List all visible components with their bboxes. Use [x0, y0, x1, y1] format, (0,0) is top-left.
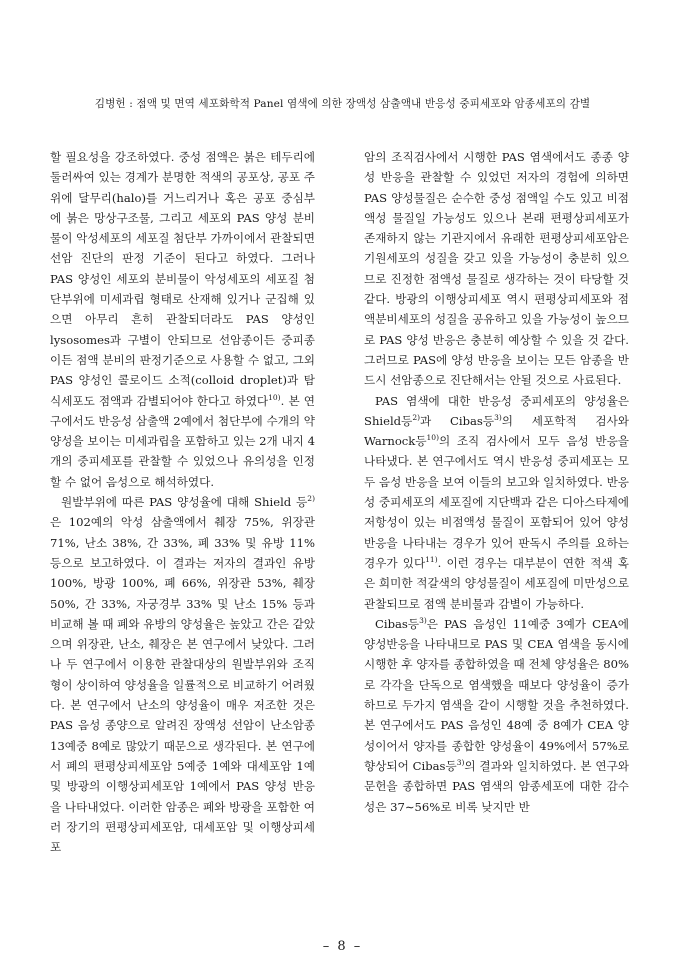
citation: 3) — [456, 757, 465, 767]
citation: 2) — [307, 494, 315, 504]
right-column — [364, 147, 629, 817]
page-number: – 8 – — [322, 939, 363, 954]
paragraph: Cibas등$^{3)}$은 PAS 음성인 11예중 3예가 CEA에 양성반응을 나타내므로 PAS 및 CEA 염색을 동시에 시행한 후 양자를 종합하였을 때 전체 양성율은 80%로 각각을 단독으로 염색했을 때보다 양성율이 증가하므로 두가지 염색을 같이 시행할 것을 추천하였다. 본 연구에서도 PAS 음성인 48예 중 8예가 CEA 양성이어서 양자를 종합한 양성율이 49%에서 57%로 향상되어 Cibas등$^{3)}$의 결과와 일치하였다. 본 연구와 문헌을 종합하면 PAS 염색의 암종세포에 대한 감수성은 37∼56%로 비록 낮지만 반 — [364, 615, 630, 814]
running-header: 김병헌 : 점액 및 면역 세포화학적 Panel 염색에 의한 장액성 삼출액내 반응성 중피세포와 암종세포의 감별 — [94, 98, 591, 110]
paragraph: 할 필요성을 강조하였다. 중성 점액은 붉은 테두리에 둘러싸여 있는 경계가 분명한 적색의 공포상, 공포 주위에 달무리(halo)를 거느리거나 혹은 공포 중심부에 붉은 망상구조물, 그리고 세포외 PAS 양성 분비물이 악성세포의 세포질 첨단부 가까이에서 관찰되면 선암 진단의 판정 기준이 된다고 하였다. 그러나 PAS 양성인 세포외 분비물이 악성세포의 세포질 첨단부위에 미세과립 형태로 산재해 있거나 군집해 있으면 아무리 흔히 관찰되더라도 PAS 양성인 lysosomes과 구별이 안되므로 선암종이든 중피종이든 점액 분비의 판정기준으로 사용할 수 없고, 그외 PAS 양성인 콜로이드 소적(colloid droplet)과 탐식세포도 점액과 감별되어야 한다고 하였다$^{10)}$. 본 연구에서도 반응성 삼출액 2예에서 첨단부에 수개의 약양성을 보이는 미세과립을 포함하고 있는 2개 내지 4개의 중피세포를 관찰할 수 있었으나 유의성을 인정할 수 없어 음성으로 해석하였다. — [50, 150, 315, 489]
citation: 3) — [419, 615, 427, 625]
citation: 10) — [426, 433, 440, 443]
paragraph: 암의 조직검사에서 시행한 PAS 염색에서도 종종 양성 반응을 관찰할 수 있었던 저자의 경험에 의하면 PAS 양성물질은 순수한 중성 점액일 수도 있고 비점액성 물질일 가능성도 있으나 본래 편평상피세포가 존재하지 않는 기관지에서 유래한 편평상피세포암은 기원세포의 성질을 갖고 있을 가능성이 충분히 있으므로 진정한 점액성 물질로 생각하는 것이 타당할 것 같다. 방광의 이행상피세포 역시 편평상피세포와 점액분비세포의 성질을 공유하고 있을 가능성이 높으므로 PAS 양성 반응은 충분히 예상할 수 있을 것 같다. 그러므로 PAS에 양성 반응을 보이는 모든 암종을 반드시 선암종으로 진단해서는 안될 것으로 사료된다. — [364, 150, 629, 388]
paragraph: PAS 염색에 대한 반응성 중피세포의 양성율은 Shield등$^{2)}$과 Cibas등$^{3)}$의 세포학적 검사와 Warnock등$^{10)}$의 조직 검사에서 모두 음성 반응을 나타냈다. 본 연구에서도 역시 반응성 중피세포는 모두 음성 반응을 보여 이들의 보고와 일치하였다. 반응성 중피세포의 세포질에 지단백과 같은 디아스타제에 저항성이 있는 비점액성 물질이 포함되어 있어 양성 반응을 나타내는 경우가 있어 판독시 주의를 요하는 경우가 있다$^{11)}$. 이런 경우는 대부분이 연한 적색 혹은 희미한 적갈색의 양성물질이 세포질에 미만성으로 관찰되므로 점액 분비물과 감별이 가능하다. — [364, 393, 630, 611]
citation: 3) — [494, 412, 502, 422]
citation: 11) — [425, 554, 438, 564]
paragraph: 원발부위에 따른 PAS 양성율에 대해 Shield 등$^{2)}$은 102예의 악성 삼출액에서 췌장 75%, 위장관 71%, 난소 38%, 간 33%, 폐 33% 및 유방 11% 등으로 보고하였다. 이 결과는 저자의 결과인 유방 100%, 방광 100%, 폐 66%, 위장관 53%, 췌장 50%, 간 33%, 자궁경부 33% 및 난소 15% 등과 비교해 볼 때 폐와 유방의 양성율은 높았고 간은 같았으며 위장관, 난소, 췌장은 본 연구에서 낮았다. 그러나 두 연구에서 이용한 관찰대상의 원발부위와 조직형이 상이하여 양성율을 일률적으로 비교하기 어려웠다. 본 연구에서 난소의 양성율이 매우 저조한 것은 PAS 음성 종양으로 알려진 장액성 선암이 난소암종 13예중 8예로 많았기 때문으로 생각된다. 본 연구에서 폐의 편평상피세포암 5예중 1예와 대세포암 1예 및 방광의 이행상피세포암 1예에서 PAS 양성 반응을 나타내었다. 이러한 암종은 폐와 방광을 포함한 여러 장기의 편평상피세포암, 대세포암 및 이행상피세포 — [50, 494, 315, 855]
left-column — [50, 147, 315, 857]
citation: 10) — [268, 392, 281, 402]
citation: 2) — [412, 412, 421, 422]
